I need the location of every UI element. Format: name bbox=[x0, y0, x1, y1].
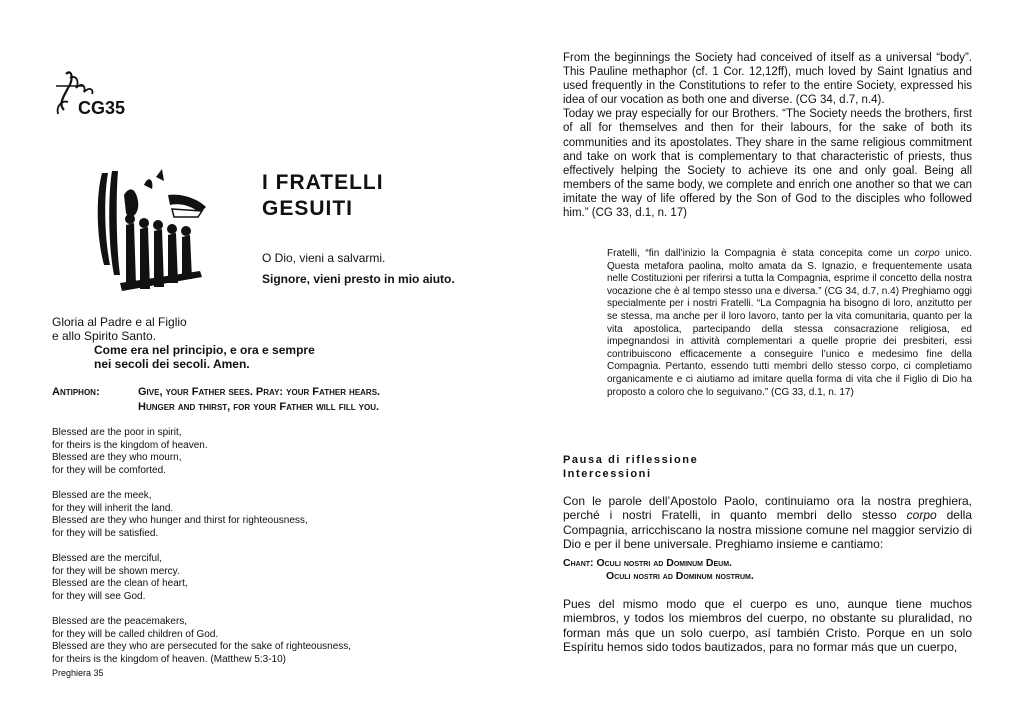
gloria-line: nei secoli dei secoli. Amen. bbox=[94, 357, 250, 371]
invocation: O Dio, vieni a salvarmi. bbox=[262, 251, 386, 265]
beatitude-line: Blessed are the clean of heart, bbox=[52, 578, 188, 589]
title-line-1: I FRATELLI bbox=[262, 171, 384, 194]
section-heading bbox=[563, 453, 698, 481]
title-line-2: GESUITI bbox=[262, 197, 354, 220]
invocation-response: Signore, vieni presto in mio aiuto. bbox=[262, 272, 455, 286]
beatitude-line: for they will be satisfied. bbox=[52, 527, 159, 539]
intro-text: della Compagnia, arricchiscano la nostra missione comune nel maggior servizio di Dio e per il bene universale. Preghiamo insieme e cantiamo: bbox=[563, 508, 972, 552]
beatitudes-stanza bbox=[52, 616, 351, 666]
gloria-prayer bbox=[52, 315, 315, 371]
page-title bbox=[262, 170, 384, 222]
logo-text: CG35 bbox=[78, 98, 126, 118]
gloria-line: Come era nel principio, e ora e sempre bbox=[94, 343, 315, 357]
beatitudes-stanza bbox=[52, 490, 308, 540]
english-paragraph: From the beginnings the Society had conceived of itself as a universal “body”. This Pauline methaphor (cf. 1 Cor. 12,12ff), much loved by Saint Ignatius and used frequently in the Constitutions to refer to the entire Society, expressed his idea of our vocation as both one and diverse. (CG 34, d.7, n.4). bbox=[563, 52, 972, 107]
beatitude-line: for theirs is the kingdom of heaven. (Matthew 5:3-10) bbox=[52, 653, 287, 665]
intercession-intro bbox=[563, 494, 972, 552]
beatitude-line: Blessed are the peacemakers, bbox=[52, 616, 188, 627]
pausa-heading: Pausa di riflessione bbox=[563, 454, 699, 466]
beatitude-line: for they will be comforted. bbox=[52, 464, 166, 476]
beatitude-line: for they will inherit the land. bbox=[52, 502, 174, 514]
italian-text: Fratelli, “fin dall’inizio la Compagnia è stata concepita come un bbox=[607, 248, 915, 259]
chant-line: Chant: Oculi nostri ad Dominum Deum. bbox=[563, 557, 732, 569]
chant-line: Oculi nostri ad Dominum nostrum. bbox=[606, 570, 754, 582]
beatitude-line: Blessed are the merciful, bbox=[52, 553, 163, 564]
spanish-paragraph: Pues del mismo modo que el cuerpo es uno, aunque tiene muchos miembros, y todos los miembros del cuerpo, no obstante su pluralidad, no forman más que un solo cuerpo, así también Cristo. Porque en un solo Espíritu hemos sido todos bautizados, para no formar más que un cuerpo, bbox=[563, 597, 972, 655]
beatitudes-stanza bbox=[52, 427, 208, 477]
intro-text: Con le parole dell’Apostolo Paolo, continuiamo ora la nostra preghiera, perché i nostri Fratelli, in quanto membri dello stesso bbox=[563, 494, 972, 523]
beatitude-line: Blessed are the meek, bbox=[52, 490, 152, 501]
beatitude-line: Blessed are the poor in spirit, bbox=[52, 427, 182, 438]
jesuit-brothers-illustration bbox=[90, 165, 208, 295]
english-paragraph: Today we pray especially for our Brothers. “The Society needs the brothers, first of all for themselves and then for their labours, for the sake of both its communities and its apostolates. They share in the same religious commitment and take on work that is complementary to that characteristic of priests, thus effectively helping the Society to achieve its one and only goal. Being all members of the same body, we complete and enrich one another so that we can imitate the way of life offered by the Son of God to the disciples who followed him.” (CG 33, d.1, n. 17) bbox=[563, 108, 972, 220]
italian-text: unico. Questa metafora paolina, molto amata da S. Ignazio, e frequentemente usata nelle Costituzioni per riferirsi a tutta la Compagnia, esprime il concetto della nostra vocazione che è al tempo stesso una e diversa.” (CG 34, d.7, n.4) Preghiamo oggi specialmente per i nostri Fratelli. “La Compagnia ha bisogno di loro, anzitutto per se stessa, ma anche per il loro lavoro, tanto per la vita comunitaria, quanto per la vita apostolica, partecipando della stessa consacrazione religiosa, ed impegnandosi in attività complementari a quelle proprie dei presbiteri, essi contribuiscono efficacemente a conseguire l’unico e medesimo fine della Compagnia. Pertanto, essendo tutti membri dello stesso corpo, ci completiamo organicamente e ci aiutiamo ad imitare quella forma di vita che il Figlio di Dio ha proposto a coloro che lo seguivano.” (CG 33, d.1, n. 17) bbox=[607, 248, 972, 398]
beatitude-line: for theirs is the kingdom of heaven. bbox=[52, 439, 208, 451]
italian-reflection bbox=[607, 248, 972, 399]
cg35-logo bbox=[52, 64, 138, 120]
beatitude-line: for they will be shown mercy. bbox=[52, 565, 180, 577]
beatitude-line: Blessed are they who hunger and thirst for righteousness, bbox=[52, 515, 308, 526]
antiphon-text bbox=[138, 385, 380, 415]
gloria-line: Gloria al Padre e al Figlio bbox=[52, 315, 187, 329]
page-footer: Preghiera 35 bbox=[52, 668, 104, 678]
antiphon-line: Hunger and thirst, for your Father will fill you. bbox=[138, 401, 380, 413]
antiphon-label: Antiphon: bbox=[52, 386, 100, 398]
beatitude-line: for they will see God. bbox=[52, 590, 146, 602]
gloria-line: e allo Spirito Santo. bbox=[52, 329, 157, 343]
beatitudes-stanza bbox=[52, 553, 188, 603]
beatitude-line: Blessed are they who mourn, bbox=[52, 452, 182, 463]
intro-emphasis: corpo bbox=[906, 508, 937, 523]
intercessioni-heading: Intercessioni bbox=[563, 468, 652, 480]
spanish-reading bbox=[563, 597, 972, 655]
english-reflection bbox=[563, 51, 972, 220]
beatitude-line: for they will be called children of God. bbox=[52, 628, 219, 640]
antiphon-line: Give, your Father sees. Pray: your Father hears. bbox=[138, 386, 381, 398]
italian-emphasis: corpo bbox=[914, 248, 940, 259]
beatitude-line: Blessed are they who are persecuted for the sake of righteousness, bbox=[52, 641, 352, 652]
chant bbox=[563, 557, 754, 583]
cg35-logo-graphic bbox=[52, 64, 138, 120]
